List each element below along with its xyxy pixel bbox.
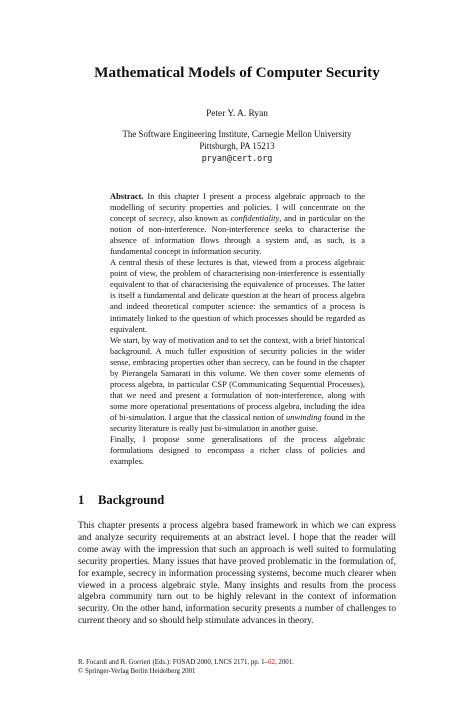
citation-text: , 2001. — [274, 659, 294, 666]
section-body — [78, 521, 396, 628]
abstract-text: , also known as — [173, 213, 231, 224]
abstract-paragraph-2: A central thesis of these lectures is that, viewed from a process algebraic point of view, the problem of characterising non-interference is essentially equivalent to that of characterising the equivalence of processes. The latter is itself a fundamental and delicate question at the heart of process algebra and indeed theoretical computer science: the semantics of a process is intimately linked to the question of which processes should be regarded as equivalent. — [110, 257, 365, 334]
author-name: Peter Y. A. Ryan — [206, 109, 268, 119]
section-title: Background — [98, 493, 165, 507]
abstract-paragraph-1 — [110, 191, 365, 257]
abstract-block — [110, 191, 365, 467]
abstract-label: Abstract. — [110, 191, 144, 201]
page-footer — [78, 658, 408, 676]
section-number: 1 — [78, 493, 85, 507]
affiliation-block — [0, 128, 474, 165]
affiliation-city: Pittsburgh, PA 15213 — [199, 141, 275, 152]
author-email[interactable]: pryan@cert.org — [201, 153, 273, 164]
citation-line — [78, 658, 408, 667]
citation-text: R. Focardi and R. Gorrieri (Eds.): FOSAD 2000, LNCS 2171, pp. 1– — [78, 659, 269, 666]
term-confidentiality: confidentiality — [230, 213, 280, 224]
abstract-text: We start, by way of motivation and to set the context, with a brief historical background. A much fuller exposition of security policies in the wider sense, embracing properties other than secrecy, can be found in the chapter by Pierangela Samarati in this volume. We then cover some elements of process algebra, in particular CSP (Communicating Sequential Processes), that we need and present a formulation of non-interference, along with some more operational presentations of process algebra, including the idea of bi-simulation. I argue that the classical notion of — [110, 334, 365, 422]
term-secrecy: secrecy — [148, 213, 174, 224]
term-unwinding: unwinding — [286, 411, 322, 422]
affiliation-institution: The Software Engineering Institute, Carnegie Mellon University — [122, 129, 352, 139]
paper-title: Mathematical Models of Computer Security — [94, 64, 380, 81]
section-heading — [78, 492, 164, 508]
body-paragraph: This chapter presents a process algebra based framework in which we can express and analyze security requirements at an abstract level. I hope that the reader will come away with the impression that such an approach is well suited to formulating security properties. Many issues that have proved problematic in the formulation of, for example, secrecy in information processing systems, become much clearer when viewed in a process algebraic style. Many insights and results from the process algebra community turn out to be highly relevant in the context of information security. On the other hand, information security presents a number of challenges to current theory and so should help stimulate advances in theory. — [78, 521, 396, 627]
abstract-paragraph-4: Finally, I propose some generalisations of the process algebraic formulations designed to encompass a richer class of policies and examples. — [110, 434, 365, 467]
abstract-text: found in the security literature is really just bi-simulation in another guise. — [110, 411, 365, 433]
page-end-link[interactable]: 62 — [268, 659, 275, 666]
abstract-paragraph-3 — [110, 335, 365, 434]
abstract-text: In this chapter I present a process algebraic approach to the modelling of security properties and policies. I will concentrate on the concept of — [110, 191, 366, 224]
abstract-text: , and in particular on the notion of non-interference. Non-interference seeks to characterise the absence of information flows through a system and, as such, is a fundamental concept in information security. — [110, 213, 366, 257]
copyright-line: © Springer-Verlag Berlin Heidelberg 2001 — [78, 668, 196, 676]
